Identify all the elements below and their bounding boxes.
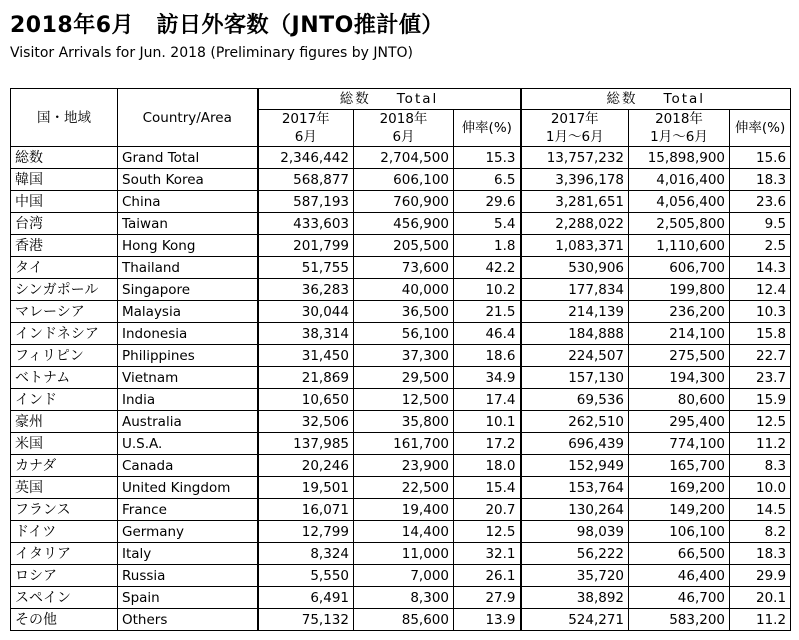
jun-2018-value: 8,300: [354, 587, 454, 609]
jun-2017-value: 568,877: [258, 169, 354, 191]
table-body: [11, 147, 791, 631]
table-row: [11, 543, 791, 565]
ytd-growth-value: 23.6: [730, 191, 791, 213]
jun-2017-value: 6,491: [258, 587, 354, 609]
ytd-2018-value: 4,056,400: [629, 191, 730, 213]
growth-value: 18.0: [454, 455, 521, 477]
ytd-growth-value: 2.5: [730, 235, 791, 257]
region-name-en: Russia: [118, 565, 258, 587]
region-name-jp: 香港: [11, 235, 118, 257]
jun-2017-value: 21,869: [258, 367, 354, 389]
region-name-en: Malaysia: [118, 301, 258, 323]
region-name-jp: ベトナム: [11, 367, 118, 389]
growth-header: 伸率(%): [454, 110, 521, 147]
jun-2018-header: 2018年 6月: [354, 110, 454, 147]
ytd-2017-value: 3,396,178: [521, 169, 629, 191]
ytd-2017-value: 696,439: [521, 433, 629, 455]
table-row: [11, 301, 791, 323]
ytd-total-label-jp: 総数: [606, 91, 638, 107]
table-row: [11, 367, 791, 389]
region-name-en: Others: [118, 609, 258, 631]
jun-2018-value: 29,500: [354, 367, 454, 389]
region-name-en: Taiwan: [118, 213, 258, 235]
growth-value: 1.8: [454, 235, 521, 257]
jun-2018-value: 7,000: [354, 565, 454, 587]
growth-value: 34.9: [454, 367, 521, 389]
region-name-jp: シンガポール: [11, 279, 118, 301]
growth-value: 17.2: [454, 433, 521, 455]
jun-2018-value: 760,900: [354, 191, 454, 213]
jun-2017-value: 36,283: [258, 279, 354, 301]
table-row: [11, 477, 791, 499]
ytd-growth-value: 14.5: [730, 499, 791, 521]
table-row: [11, 433, 791, 455]
jun-2017-value: 16,071: [258, 499, 354, 521]
jun-2018-value: 40,000: [354, 279, 454, 301]
monthly-total-group-header: [258, 89, 521, 110]
ytd-2018-value: 214,100: [629, 323, 730, 345]
ytd-2018-value: 295,400: [629, 411, 730, 433]
table-row: [11, 521, 791, 543]
ytd-growth-value: 18.3: [730, 169, 791, 191]
jun-2017-value: 19,501: [258, 477, 354, 499]
region-name-jp: ドイツ: [11, 521, 118, 543]
growth-value: 20.7: [454, 499, 521, 521]
jun-2017-value: 75,132: [258, 609, 354, 631]
ytd-growth-value: 20.1: [730, 587, 791, 609]
growth-value: 17.4: [454, 389, 521, 411]
ytd-2017-value: 13,757,232: [521, 147, 629, 169]
region-name-jp: インド: [11, 389, 118, 411]
region-name-en: Canada: [118, 455, 258, 477]
jun-2017-value: 10,650: [258, 389, 354, 411]
ytd-growth-value: 23.7: [730, 367, 791, 389]
monthly-total-label-en: Total: [396, 91, 439, 107]
table-row: [11, 389, 791, 411]
jun-2018-value: 73,600: [354, 257, 454, 279]
jun-2018-value: 36,500: [354, 301, 454, 323]
ytd-2017-value: 524,271: [521, 609, 629, 631]
ytd-2018-value: 80,600: [629, 389, 730, 411]
ytd-2018-value: 4,016,400: [629, 169, 730, 191]
jun-2017-value: 433,603: [258, 213, 354, 235]
region-name-jp: 豪州: [11, 411, 118, 433]
table-row: [11, 147, 791, 169]
ytd-2017-value: 1,083,371: [521, 235, 629, 257]
jun-2018-value: 14,400: [354, 521, 454, 543]
ytd-2017-value: 2,288,022: [521, 213, 629, 235]
ytd-growth-value: 10.0: [730, 477, 791, 499]
table-row: [11, 609, 791, 631]
ytd-growth-value: 10.3: [730, 301, 791, 323]
ytd-2018-header: 2018年 1月～6月: [629, 110, 730, 147]
ytd-2018-value: 149,200: [629, 499, 730, 521]
page-title: 2018年6月 訪日外客数（JNTO推計値）: [10, 13, 444, 38]
region-name-jp: イタリア: [11, 543, 118, 565]
region-name-en: U.S.A.: [118, 433, 258, 455]
ytd-2018-value: 583,200: [629, 609, 730, 631]
region-name-jp: 韓国: [11, 169, 118, 191]
jun-2017-value: 30,044: [258, 301, 354, 323]
growth-value: 15.4: [454, 477, 521, 499]
ytd-2018-value: 165,700: [629, 455, 730, 477]
growth-value: 29.6: [454, 191, 521, 213]
table-row: [11, 323, 791, 345]
ytd-2017-value: 262,510: [521, 411, 629, 433]
growth-value: 15.3: [454, 147, 521, 169]
ytd-2018-value: 194,300: [629, 367, 730, 389]
growth-value: 26.1: [454, 565, 521, 587]
growth-value: 5.4: [454, 213, 521, 235]
region-name-jp: フィリピン: [11, 345, 118, 367]
ytd-2018-value: 66,500: [629, 543, 730, 565]
ytd-2018-value: 1,110,600: [629, 235, 730, 257]
ytd-2017-value: 157,130: [521, 367, 629, 389]
jun-2017-value: 31,450: [258, 345, 354, 367]
growth-value: 21.5: [454, 301, 521, 323]
region-name-jp: 中国: [11, 191, 118, 213]
jun-2018-value: 11,000: [354, 543, 454, 565]
jun-2018-value: 35,800: [354, 411, 454, 433]
region-name-en: Grand Total: [118, 147, 258, 169]
ytd-2017-value: 214,139: [521, 301, 629, 323]
ytd-2018-value: 169,200: [629, 477, 730, 499]
ytd-2017-value: 69,536: [521, 389, 629, 411]
region-jp-header: 国・地域: [11, 89, 118, 147]
growth-value: 42.2: [454, 257, 521, 279]
region-name-jp: 英国: [11, 477, 118, 499]
ytd-2018-value: 2,505,800: [629, 213, 730, 235]
region-name-jp: マレーシア: [11, 301, 118, 323]
ytd-2017-value: 56,222: [521, 543, 629, 565]
ytd-2018-value: 15,898,900: [629, 147, 730, 169]
region-name-en: Indonesia: [118, 323, 258, 345]
visitor-arrivals-table: [10, 88, 791, 631]
ytd-total-label-en: Total: [663, 91, 706, 107]
region-name-en: Hong Kong: [118, 235, 258, 257]
table-row: [11, 455, 791, 477]
table-row: [11, 235, 791, 257]
region-name-en: Spain: [118, 587, 258, 609]
region-name-jp: タイ: [11, 257, 118, 279]
jun-2017-header: 2017年 6月: [258, 110, 354, 147]
ytd-growth-value: 29.9: [730, 565, 791, 587]
jun-2018-value: 23,900: [354, 455, 454, 477]
region-name-en: Italy: [118, 543, 258, 565]
region-name-jp: ロシア: [11, 565, 118, 587]
jun-2017-value: 201,799: [258, 235, 354, 257]
jun-2018-value: 22,500: [354, 477, 454, 499]
growth-value: 10.1: [454, 411, 521, 433]
ytd-growth-value: 11.2: [730, 433, 791, 455]
region-name-jp: フランス: [11, 499, 118, 521]
ytd-growth-value: 9.5: [730, 213, 791, 235]
ytd-2018-value: 275,500: [629, 345, 730, 367]
ytd-2017-value: 38,892: [521, 587, 629, 609]
growth-value: 10.2: [454, 279, 521, 301]
table-row: [11, 257, 791, 279]
region-name-jp: スペイン: [11, 587, 118, 609]
monthly-total-label-jp: 総数: [339, 91, 371, 107]
growth-value: 32.1: [454, 543, 521, 565]
jun-2018-value: 456,900: [354, 213, 454, 235]
growth-value: 12.5: [454, 521, 521, 543]
table-row: [11, 279, 791, 301]
jun-2017-value: 8,324: [258, 543, 354, 565]
ytd-2017-value: 177,834: [521, 279, 629, 301]
ytd-2018-value: 46,700: [629, 587, 730, 609]
ytd-growth-value: 12.5: [730, 411, 791, 433]
growth-value: 27.9: [454, 587, 521, 609]
ytd-growth-value: 15.9: [730, 389, 791, 411]
ytd-2017-value: 224,507: [521, 345, 629, 367]
jun-2017-value: 51,755: [258, 257, 354, 279]
ytd-2017-value: 184,888: [521, 323, 629, 345]
table-row: [11, 565, 791, 587]
page-subtitle: Visitor Arrivals for Jun. 2018 (Preliminary figures by JNTO): [10, 45, 413, 61]
ytd-growth-value: 11.2: [730, 609, 791, 631]
ytd-2017-value: 35,720: [521, 565, 629, 587]
region-name-en: Philippines: [118, 345, 258, 367]
jun-2018-value: 161,700: [354, 433, 454, 455]
growth-value: 18.6: [454, 345, 521, 367]
table-row: [11, 169, 791, 191]
region-name-jp: その他: [11, 609, 118, 631]
region-name-en: Singapore: [118, 279, 258, 301]
ytd-growth-value: 15.6: [730, 147, 791, 169]
region-en-header: Country/Area: [118, 89, 258, 147]
ytd-growth-value: 8.3: [730, 455, 791, 477]
region-name-en: India: [118, 389, 258, 411]
ytd-2018-value: 199,800: [629, 279, 730, 301]
ytd-growth-value: 18.3: [730, 543, 791, 565]
jun-2017-value: 587,193: [258, 191, 354, 213]
region-name-en: France: [118, 499, 258, 521]
ytd-2017-value: 152,949: [521, 455, 629, 477]
ytd-growth-value: 22.7: [730, 345, 791, 367]
region-name-jp: 総数: [11, 147, 118, 169]
jun-2018-value: 2,704,500: [354, 147, 454, 169]
ytd-2017-value: 130,264: [521, 499, 629, 521]
ytd-growth-value: 15.8: [730, 323, 791, 345]
region-name-jp: 台湾: [11, 213, 118, 235]
jun-2018-value: 37,300: [354, 345, 454, 367]
jun-2017-value: 12,799: [258, 521, 354, 543]
region-name-jp: インドネシア: [11, 323, 118, 345]
region-name-en: Australia: [118, 411, 258, 433]
jun-2018-value: 19,400: [354, 499, 454, 521]
jun-2017-value: 5,550: [258, 565, 354, 587]
ytd-2018-value: 774,100: [629, 433, 730, 455]
region-name-en: United Kingdom: [118, 477, 258, 499]
region-name-en: Vietnam: [118, 367, 258, 389]
region-name-en: South Korea: [118, 169, 258, 191]
table-row: [11, 411, 791, 433]
ytd-2018-value: 236,200: [629, 301, 730, 323]
table-header: [11, 89, 791, 147]
growth-value: 46.4: [454, 323, 521, 345]
jun-2017-value: 20,246: [258, 455, 354, 477]
jun-2017-value: 2,346,442: [258, 147, 354, 169]
table-row: [11, 213, 791, 235]
ytd-2018-value: 46,400: [629, 565, 730, 587]
ytd-2017-value: 98,039: [521, 521, 629, 543]
region-name-jp: カナダ: [11, 455, 118, 477]
ytd-total-group-header: [521, 89, 791, 110]
growth-value: 6.5: [454, 169, 521, 191]
region-name-en: Germany: [118, 521, 258, 543]
ytd-2017-value: 3,281,651: [521, 191, 629, 213]
jun-2017-value: 32,506: [258, 411, 354, 433]
region-name-en: Thailand: [118, 257, 258, 279]
jun-2018-value: 205,500: [354, 235, 454, 257]
ytd-2017-header: 2017年 1月～6月: [521, 110, 629, 147]
ytd-growth-value: 14.3: [730, 257, 791, 279]
header-row-group: [11, 89, 791, 110]
growth-value: 13.9: [454, 609, 521, 631]
ytd-2017-value: 530,906: [521, 257, 629, 279]
jun-2018-value: 12,500: [354, 389, 454, 411]
jun-2017-value: 38,314: [258, 323, 354, 345]
ytd-2018-value: 606,700: [629, 257, 730, 279]
table-row: [11, 191, 791, 213]
jun-2018-value: 85,600: [354, 609, 454, 631]
region-name-en: China: [118, 191, 258, 213]
jun-2017-value: 137,985: [258, 433, 354, 455]
ytd-growth-header: 伸率(%): [730, 110, 791, 147]
region-name-jp: 米国: [11, 433, 118, 455]
ytd-growth-value: 12.4: [730, 279, 791, 301]
table-row: [11, 587, 791, 609]
ytd-2017-value: 153,764: [521, 477, 629, 499]
jun-2018-value: 606,100: [354, 169, 454, 191]
ytd-growth-value: 8.2: [730, 521, 791, 543]
ytd-2018-value: 106,100: [629, 521, 730, 543]
table-row: [11, 345, 791, 367]
table-row: [11, 499, 791, 521]
jun-2018-value: 56,100: [354, 323, 454, 345]
